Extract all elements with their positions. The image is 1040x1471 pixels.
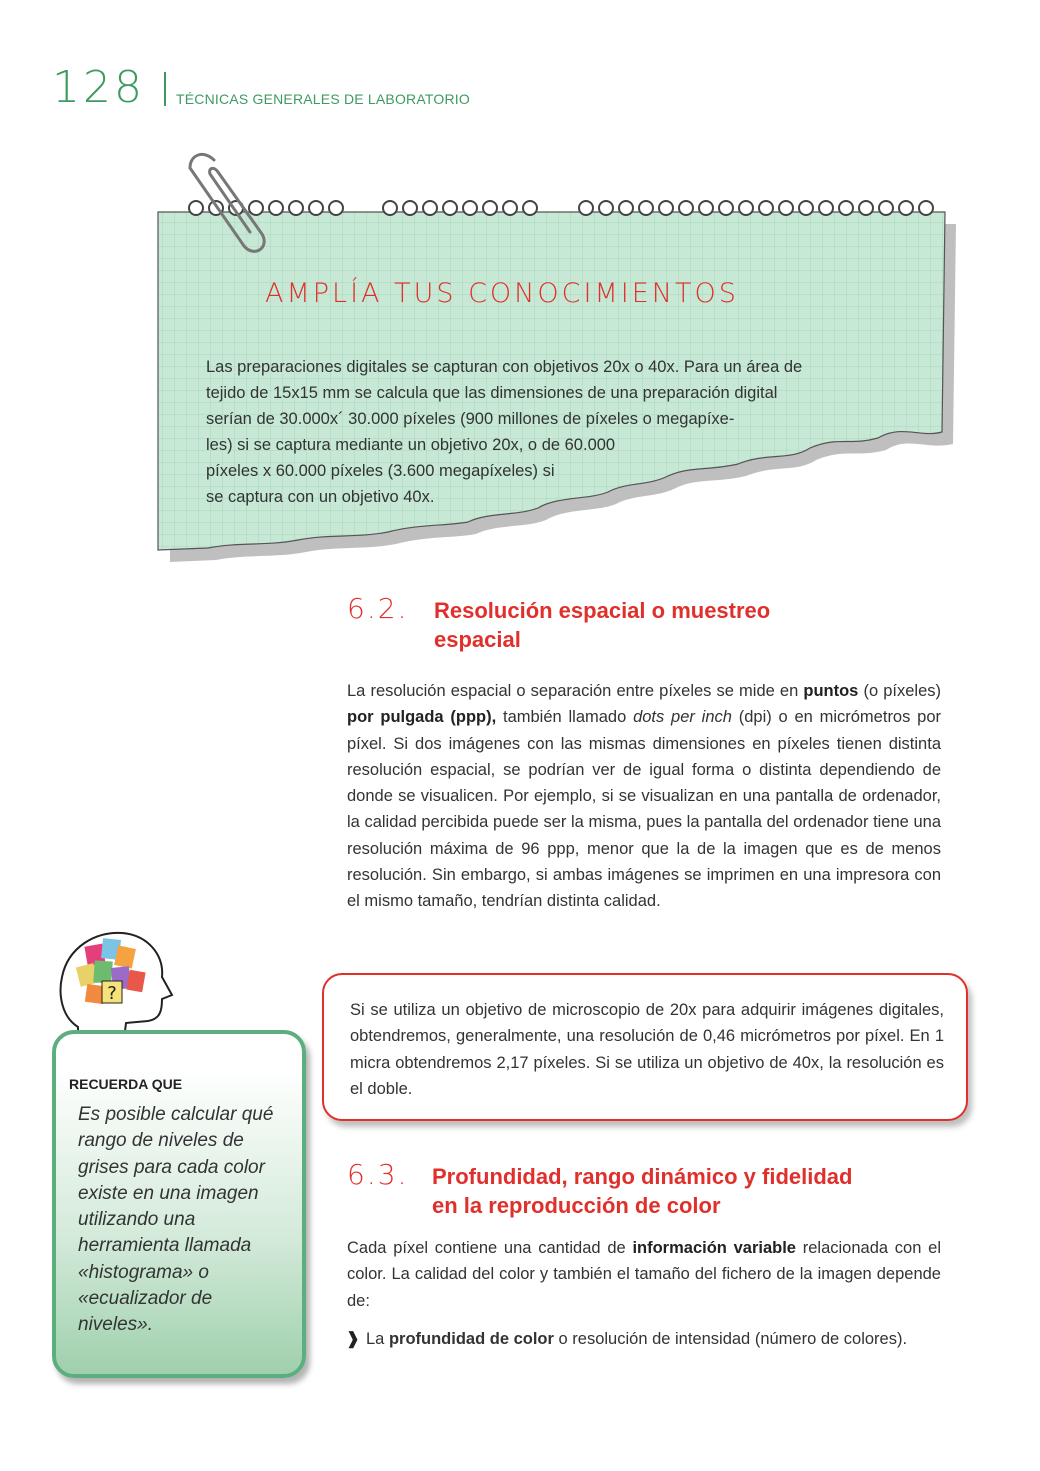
text-run: o resolución de intensidad (número de colores). [553,1330,908,1348]
section-title-line: en la reproducción de color [432,1193,721,1218]
section-title [432,1162,852,1220]
text-run: relacionada con el color. La calidad del color y también el tamaño del fichero de la imagen depende de: [347,1239,941,1310]
note-card [150,150,960,570]
section-title-line: Profundidad, rango dinámico y fidelidad [432,1164,853,1189]
section-number: 6.2. [347,592,409,625]
text-run: también llamado [496,708,634,727]
reminder-box [52,1030,306,1378]
note-line: se captura con un objetivo 40x. [206,488,435,506]
note-line: serían de 30.000x´ 30.000 píxeles (900 millones de píxeles o megapíxe- [206,410,735,428]
paragraph-color-depth [347,1235,941,1314]
text-run: La resolución espacial o separación entre píxeles se mide en [347,682,804,700]
note-line: les) si se captura mediante un objetivo 20x, o de 60.000 [206,436,616,454]
info-callout [322,973,968,1121]
page-header [52,62,652,113]
text-run: La [366,1330,389,1348]
section-title-line: espacial [434,627,521,652]
bullet-icon: ❱ [346,1330,360,1348]
note-body [206,354,906,510]
italic-term: dots per inch [633,708,732,727]
reminder-title: RECUERDA QUE [69,1076,183,1092]
note-title: AMPLÍA TUS CONOCIMIENTOS [265,278,739,309]
bold-term: información variable [632,1239,796,1257]
text-run: (o píxeles) [858,682,941,700]
bold-term: profundidad de color [388,1330,554,1348]
note-line: píxeles x 60.000 píxeles (3.600 megapíxeles) si [206,462,555,480]
section-number: 6.3. [347,1158,409,1191]
paragraph-resolution [347,678,941,915]
bullet-text [366,1326,942,1352]
bold-term: puntos [803,682,859,700]
bold-term: por pulgada (ppp), [347,708,497,727]
callout-text: Si se utiliza un objetivo de microscopio de 20x para adquirir imágenes digitales, obtendremos, generalmente, una resolución de 0,46 micrómetros por píxel. En 1 micra obtendremos 2,17 píxeles. Si se utiliza un objetivo de 40x, la resolución es el doble. [350,1001,944,1098]
text-run: Cada píxel contiene una cantidad de [347,1239,633,1257]
text-run: (dpi) o en micrómetros por píxel. Si dos imágenes con las mismas dimensiones en píxeles tienen distinta resolución espacial, se podrían ver de igual forma o distinta dependiendo de donde se visualicen. Por ejemplo, si se visualizan en una pantalla de ordenador, la calidad percibida puede ser la misma, pues la pantalla del ordenador tiene una resolución máxima de 96 ppp, menor que la de la imagen que es de menos resolución. Sin embargo, si ambas imágenes se imprimen en una impresora con el mismo tamaño, tendrían distinta calidad. [347,708,941,911]
note-line: Las preparaciones digitales se capturan con objetivos 20x o 40x. Para un área de [206,358,803,376]
chapter-title: TÉCNICAS GENERALES DE LABORATORIO [176,91,470,107]
section-title-line: Resolución espacial o muestreo [434,598,771,623]
note-line: tejido de 15x15 mm se calcula que las dimensiones de una preparación digital [206,384,778,402]
reminder-text: Es posible calcular qué rango de niveles de grises para cada color existe en una imagen utilizando una herramienta llamada «histograma» o «ecualizador de niveles». [78,1104,274,1336]
header-divider [164,72,166,106]
page-number: 128 [52,62,145,113]
section-title [434,596,770,654]
question-mark-icon: ? [107,983,117,1004]
